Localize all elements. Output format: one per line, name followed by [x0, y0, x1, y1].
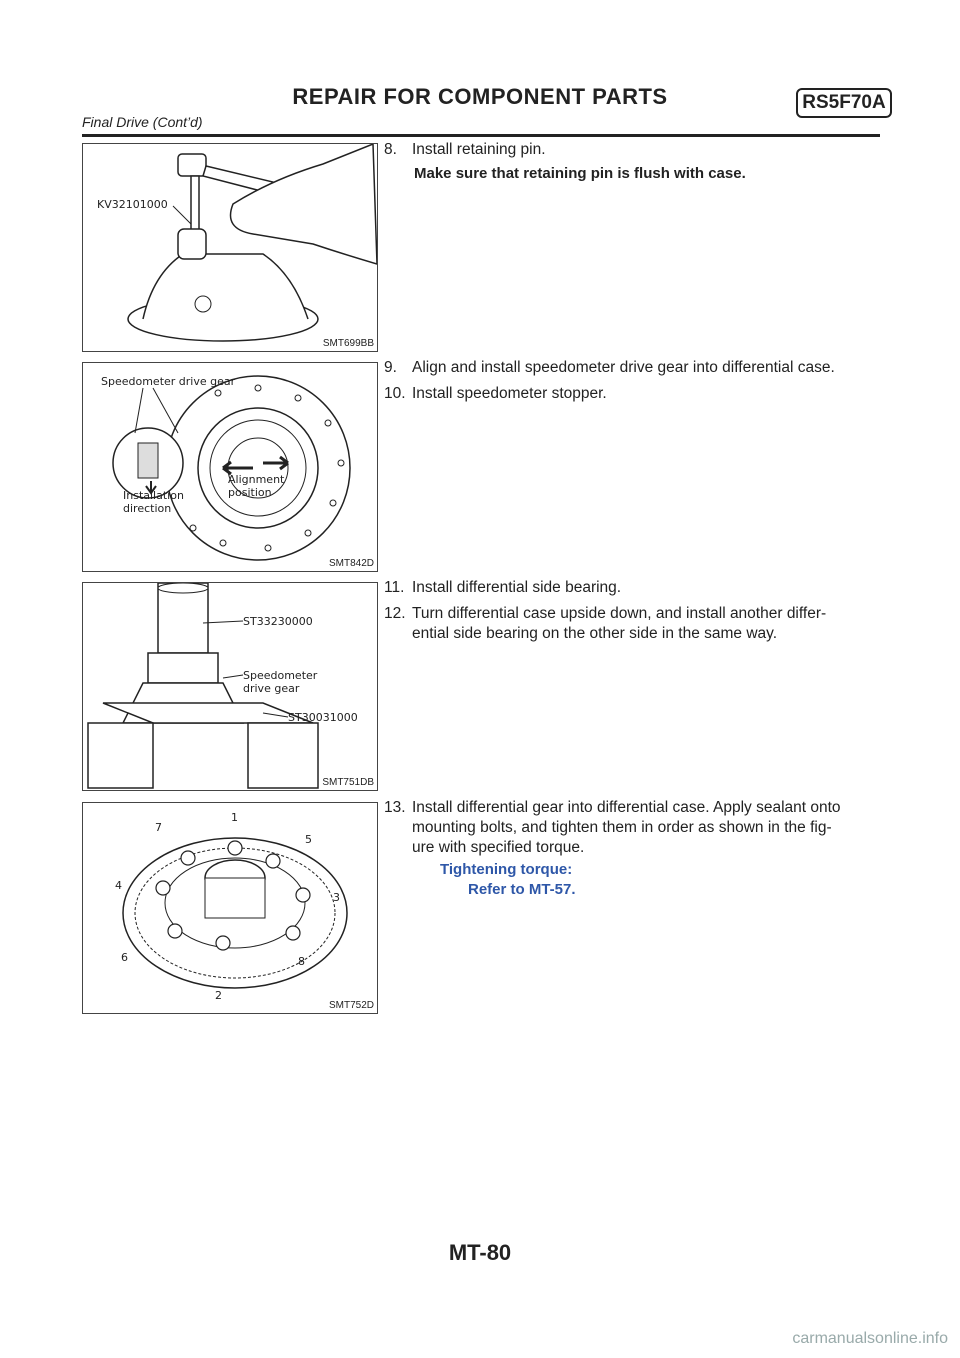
fig2-label-3: Alignment [228, 473, 285, 486]
step-10 [384, 384, 884, 404]
fig2-label-0: Speedometer drive gear [101, 375, 236, 388]
fig4-label-6: 6 [121, 951, 128, 964]
model-badge: RS5F70A [796, 88, 892, 118]
step-number: 11. [384, 579, 405, 596]
fig3-label-3: ST30031000 [288, 711, 358, 724]
side-bearing-illustration [83, 583, 377, 790]
fig3-label-0: ST33230000 [243, 615, 313, 628]
step-number: 12. [384, 605, 406, 622]
step-8 [384, 140, 884, 184]
step-note: Make sure that retaining pin is flush with case. [414, 165, 746, 182]
fig2-label-1: Installation [123, 489, 184, 502]
fig4-label-8: 8 [298, 955, 305, 968]
figure-gear-bolts [82, 802, 378, 1014]
fig4-label-1: 1 [231, 811, 238, 824]
fig4-label-3: 3 [333, 891, 340, 904]
torque-reference: Refer to MT-57. [468, 881, 576, 898]
header-rule [82, 134, 880, 137]
figure-code: SMT752D [328, 1000, 374, 1011]
section-title: REPAIR FOR COMPONENT PARTS [292, 84, 668, 109]
step-12 [384, 604, 884, 644]
figure-code: SMT842D [328, 558, 374, 569]
step-11 [384, 578, 884, 598]
step-text: Install differential side bearing. [412, 579, 622, 596]
step-text-line1: Turn differential case upside down, and install another differ- [412, 605, 827, 622]
fig2-label-4: position [228, 486, 272, 499]
fig4-label-2: 2 [215, 989, 222, 1002]
step-9 [384, 358, 884, 378]
step-text: Install speedometer stopper. [412, 385, 607, 402]
fig4-label-4: 4 [115, 879, 122, 892]
step-text-line2: mounting bolts, and tighten them in order as shown in the fig- [412, 819, 832, 836]
gear-bolts-illustration [83, 803, 377, 1013]
step-number: 9. [384, 359, 397, 376]
page-subtitle: Final Drive (Cont’d) [82, 114, 203, 130]
speedometer-gear-illustration [83, 363, 377, 571]
step-text: Install retaining pin. [412, 141, 546, 158]
figure-speedometer-gear [82, 362, 378, 572]
step-number: 10. [384, 385, 406, 402]
torque-label: Tightening torque: [440, 861, 573, 878]
retaining-pin-illustration [83, 144, 377, 351]
fig3-label-2: drive gear [243, 682, 300, 695]
step-text: Align and install speedometer drive gear into differential case. [412, 359, 835, 376]
step-text-line2: ential side bearing on the other side in the same way. [412, 625, 778, 642]
watermark: carmanualsonline.info [792, 1330, 948, 1347]
figure-code: SMT751DB [322, 777, 374, 788]
fig4-label-7: 7 [155, 821, 162, 834]
step-number: 13. [384, 799, 406, 816]
step-13 [384, 798, 884, 900]
page-number: MT-80 [448, 1240, 512, 1265]
fig1-label-0: KV32101000 [97, 198, 168, 211]
figure-code: SMT699BB [322, 338, 374, 349]
fig2-label-2: direction [123, 502, 172, 515]
figure-side-bearing [82, 582, 378, 791]
step-text-line1: Install differential gear into differential case. Apply sealant onto [412, 799, 841, 816]
fig3-label-1: Speedometer [243, 669, 318, 682]
figure-retaining-pin [82, 143, 378, 352]
fig4-label-5: 5 [305, 833, 312, 846]
step-text-line3: ure with specified torque. [412, 839, 585, 856]
step-number: 8. [384, 141, 397, 158]
